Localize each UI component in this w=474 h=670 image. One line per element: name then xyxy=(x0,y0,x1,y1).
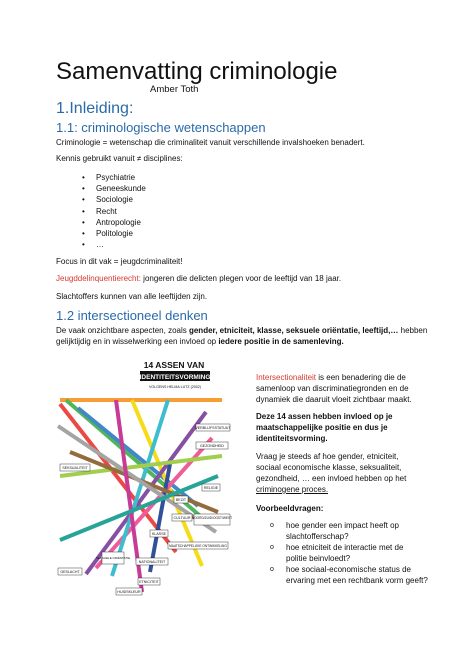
list-item xyxy=(286,564,428,586)
voorbeeldvragen-list xyxy=(286,520,428,586)
paragraph-disciplines-intro: Kennis gebruikt vanuit ≠ disciplines: xyxy=(56,154,183,163)
axis-label-maatschappelijke-ontwikkeling: MAATSCHAPPELIJKE ONTWIKKELING xyxy=(169,544,227,548)
text-fragment: De vaak onzichtbare aspecten, zoals xyxy=(56,326,189,335)
question-line: politie beinvloedt? xyxy=(286,554,351,563)
question-line: ervaring met een rechtbank vorm geeft? xyxy=(286,576,428,585)
axis-label-cultuur: CULTUUR xyxy=(173,516,191,520)
question-line: o hoe gender een impact heeft op xyxy=(286,521,399,530)
heading-intersectioneel-denken: 1.2 intersectioneel denken xyxy=(56,308,208,323)
axis-label-klasse: KLASSE xyxy=(152,532,166,536)
list-item: • Sociologie xyxy=(96,194,146,205)
list-item: • Psychiatrie xyxy=(96,172,146,183)
intersectionaliteit-line3: dynamiek die daaruit vloeit zichtbaar maakt. xyxy=(256,395,412,404)
voorbeeldvragen-heading: Voorbeeldvragen: xyxy=(256,504,324,513)
text-fragment: jongeren die delicten plegen voor de leeftijd van 18 jaar. xyxy=(140,274,342,283)
axis-label-religie: RELIGIE xyxy=(203,486,219,490)
diagram-title-line2: IDENTITEITSVORMING xyxy=(139,374,211,381)
list-item xyxy=(286,520,428,542)
term-intersectionaliteit: Intersectionaliteit xyxy=(256,373,317,382)
list-item: • Geneeskunde xyxy=(96,183,146,194)
question-line: slachtofferschap? xyxy=(286,532,349,541)
axis-label-nationaliteit: NATIONALITEIT xyxy=(138,560,166,564)
paragraph-aspecten-line1 xyxy=(56,325,427,336)
axis-label-noord-zuid-oost-west: NOORD/ZUID/OOST/WEST xyxy=(191,516,233,520)
axis-label-gezondheid: GEZONDHEID xyxy=(200,444,224,448)
text-fragment: gelijktijdig en in wisselwerking een invloed op xyxy=(56,337,219,346)
intersectionaliteit-line1 xyxy=(256,372,406,383)
paragraph-definition: Criminologie = wetenschap die criminaliteit vanuit verschillende invalshoeken benadert. xyxy=(56,138,365,147)
axis-label-huidskleur: HUIDSKLEUR xyxy=(117,590,141,594)
axis-label-seksualiteit: SEKSUALITEIT xyxy=(62,466,88,470)
paragraph-focus: Focus in dit vak = jeugdcriminaliteit! xyxy=(56,257,183,266)
paragraph-jeugddelinquentierecht xyxy=(56,273,341,284)
text-bold: iedere positie in de samenleving. xyxy=(218,337,344,346)
axis-label-bezit: BEZIT xyxy=(175,498,187,502)
list-item: • … xyxy=(96,239,146,250)
text-fragment: is een benadering die de xyxy=(316,373,406,382)
vraag-line2: sociaal economische klasse, seksualiteit, xyxy=(256,463,402,472)
assen-line2: maatschappelijke positie en dus je xyxy=(256,423,388,432)
list-item: • Recht xyxy=(96,206,146,217)
author-name: Amber Toth xyxy=(150,84,199,95)
axis-label-seksuele-orientatie: SEKSUELE ORIËNTATIE xyxy=(95,556,131,560)
intersectionaliteit-line2: samenloop van discriminatiegronden en de xyxy=(256,384,409,393)
heading-criminologische-wetenschappen: 1.1: criminologische wetenschappen xyxy=(56,120,266,135)
vraag-line1: Vraag je steeds af hoe gender, etniciteit, xyxy=(256,452,399,461)
diagram-title-line1: 14 ASSEN VAN xyxy=(143,360,205,370)
identity-axes-diagram xyxy=(56,356,236,601)
paragraph-slachtoffers: Slachtoffers kunnen van alle leeftijden zijn. xyxy=(56,292,208,301)
vraag-line3: gezondheid, … een invloed hebben op het xyxy=(256,474,407,483)
question-line: o hoe sociaal-economische status de xyxy=(286,565,411,574)
disciplines-list xyxy=(96,172,146,250)
vraag-line4: criminogene proces. xyxy=(256,485,329,494)
assen-line1: Deze 14 assen hebben invloed op je xyxy=(256,412,393,421)
term-jeugddelinquentierecht: Jeugddelinquentierecht: xyxy=(56,274,141,283)
heading-inleiding: 1.Inleiding: xyxy=(56,100,134,117)
axis-label-etniciteit: ETNICITEIT xyxy=(139,580,159,584)
paragraph-aspecten-line2 xyxy=(56,336,344,347)
text-fragment: hebben xyxy=(398,326,428,335)
question-line: o hoe etniciteit de interactie met de xyxy=(286,543,404,552)
axis-label-geslacht: GESLACHT xyxy=(60,570,80,574)
list-item: • Politologie xyxy=(96,228,146,239)
text-bold: gender, etniciteit, klasse, seksuele oriëntatie, leeftijd,… xyxy=(188,326,399,335)
list-item xyxy=(286,542,428,564)
assen-line3: identiteitsvorming. xyxy=(256,434,328,443)
diagram-subtitle: VOLGENS HELMA LUTZ (2002) xyxy=(149,385,201,389)
axis-label-verblijfsstatuut: VERBLIJFSSTATUUT xyxy=(195,426,231,430)
list-item: • Antropologie xyxy=(96,217,146,228)
document-title: Samenvatting criminologie xyxy=(56,58,338,85)
